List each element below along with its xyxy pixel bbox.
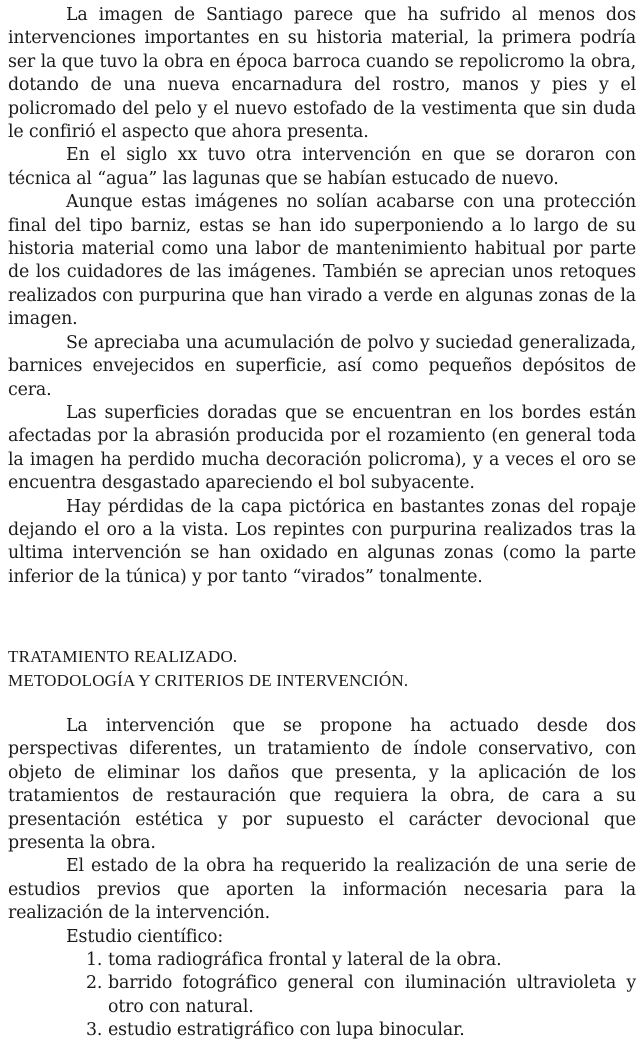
paragraph-dust: Se apreciaba una acumulación de polvo y suciedad generalizada, barnices envejecidos en superficie, así como pequeños depósitos de cera. [8, 332, 636, 400]
section-spacer [8, 589, 636, 645]
study-item [8, 949, 636, 972]
paragraph-paint-losses: Hay pérdidas de la capa pictórica en bastantes zonas del ropaje dejando el oro a la vista. Los repintes con purpurina realizados tras la ultima intervención se han oxidado en algunas zonas (como la parte inferior de la túnica) y por tanto “virados” tonalmente. [8, 496, 636, 587]
study-title: Estudio científico: [66, 926, 224, 947]
section-heading-treatment: TRATAMIENTO REALIZADO. [8, 647, 238, 667]
study-item-text: barrido fotográfico general con iluminación ultravioleta y otro con natural. [108, 973, 636, 1017]
paragraph-varnish: Aunque estas imágenes no solían acabarse con una protección final del tipo barniz, estas se han ido superponiendo a lo largo de su historia material como una labor de mantenimiento habitual por parte de los cuidadores de las imágenes. También se aprecian unos retoques realizados con purpurina que han virado a verde en algunas zonas de la imagen. [8, 192, 636, 330]
study-item-number: 3. [86, 1020, 103, 1041]
paragraph-proposed-intervention: La intervención que se propone ha actuado desde dos perspectivas diferentes, un tratamiento de índole conservativo, con objeto de eliminar los daños que presenta, y la aplicación de los tratamientos de restauración que requiera la obra, de cara a su presentación estética y por supuesto el carácter devocional que presenta la obra. [8, 715, 636, 853]
heading-spacer [8, 692, 636, 715]
paragraph-previous-studies: El estado de la obra ha requerido la realización de una serie de estudios previos que aporten la información necesaria para la realización de la intervención. [8, 856, 636, 924]
section-heading-methodology: METODOLOGÍA Y CRITERIOS DE INTERVENCIÓN. [8, 670, 409, 690]
paragraph-twentieth-century: En el siglo xx tuvo otra intervención en que se doraron con técnica al “agua” las lagunas que se habían estucado de nuevo. [8, 145, 636, 189]
document-page [8, 4, 636, 1043]
paragraph-interventions: La imagen de Santiago parece que ha sufrido al menos dos intervenciones importantes en su historia material, la primera podría ser la que tuvo la obra en época barroca cuando se repolicromo la obra, dotando de una nueva encarnadura del rostro, manos y pies y el policromado del pelo y el nuevo estofado de la vestimenta que sin duda le confirió el aspecto que ahora presenta. [8, 5, 636, 143]
study-item [8, 1019, 636, 1042]
study-item-number: 1. [86, 950, 103, 971]
study-item [8, 972, 636, 1019]
paragraph-gilded-surfaces: Las superficies doradas que se encuentran en los bordes están afectadas por la abrasión producida por el rozamiento (en general toda la imagen ha perdido mucha decoración policroma), y a veces el oro se encuentra desgastado apareciendo el bol subyacente. [8, 402, 636, 494]
study-item-number: 2. [86, 973, 103, 994]
study-item-text: toma radiográfica frontal y lateral de la obra. [108, 950, 502, 971]
study-list [8, 949, 636, 1043]
study-item-text: estudio estratigráfico con lupa binocular. [108, 1020, 465, 1041]
